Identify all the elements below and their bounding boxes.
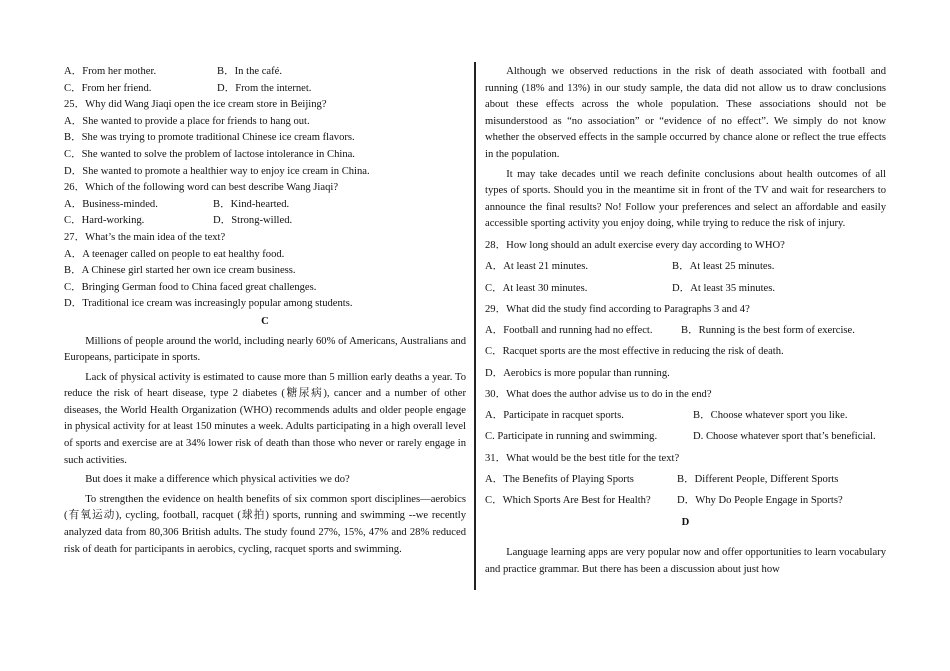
q26-options-row-1: [64, 197, 466, 214]
q31-option-d[interactable]: D．Why Do People Engage in Sports?: [677, 495, 843, 507]
q24-option-d[interactable]: D．From the internet.: [217, 82, 312, 94]
q31-option-a[interactable]: A．The Benefits of Playing Sports: [485, 474, 634, 486]
q31-question: 31．What would be the best title for the text?: [485, 452, 680, 464]
q28-option-a[interactable]: A．At least 21 minutes.: [485, 261, 588, 273]
passage-c-paragraph-3: But does it make a difference which physical activities we do?: [85, 474, 350, 486]
q25-question: 25．Why did Wang Jiaqi open the ice cream store in Beijing?: [64, 99, 327, 111]
q30-options-row-2: [485, 429, 886, 446]
q27-option-a[interactable]: A．A teenager called on people to eat healthy food.: [64, 248, 285, 260]
q27-option-d[interactable]: D．Traditional ice cream was increasingly popular among students.: [64, 298, 353, 310]
passage-c-paragraph-4: To strengthen the evidence on health benefits of six common sport disciplines—aerobics (有氧运动), cycling, football, racquet (球拍) sports, running and swimming --we recently analyzed data from 80,306 British adults. The study found 27%, 15%, 47% and 28% reduced risk of death for participants in aerobics, cycling, racquet sports and swimming.: [64, 493, 466, 555]
q29-option-a[interactable]: A．Football and running had no effect.: [485, 325, 653, 337]
q27-question: 27．What’s the main idea of the text?: [64, 231, 226, 243]
q27-option-b[interactable]: B．A Chinese girl started her own ice cream business.: [64, 265, 296, 277]
q24-options-row-1: [64, 64, 466, 81]
q31-options-row-2: [485, 493, 886, 510]
q24-option-b[interactable]: B．In the café.: [217, 66, 283, 77]
q26-question: 26．Which of the following word can best describe Wang Jiaqi?: [64, 182, 339, 194]
left-column: [64, 64, 466, 561]
q31-option-c[interactable]: C．Which Sports Are Best for Health?: [485, 495, 651, 507]
passage-c-paragraph-6: It may take decades until we reach definite conclusions about health outcomes of all types of sports. Should you in the meantime sit in front of the TV and wait for researchers to announce the final results? No! Follow your preferences and select an affordable and easily accessible sporting activity you enjoy doing, while trying to reduce the risk of injury.: [485, 168, 886, 230]
q30-options-row-1: [485, 408, 886, 425]
q25-option-a[interactable]: A．She wanted to provide a place for friends to hang out.: [64, 115, 310, 127]
q28-option-b[interactable]: B．At least 25 minutes.: [672, 261, 775, 273]
q27-option-c[interactable]: C．Bringing German food to China faced great challenges.: [64, 281, 317, 293]
q26-option-b[interactable]: B．Kind-hearted.: [213, 198, 290, 210]
passage-c-paragraph-2: Lack of physical activity is estimated to cause more than 5 million early deaths a year. To reduce the risk of heart disease, type 2 diabetes (糖尿病), cancer and a number of other diseases, the World Health Organization (WHO) recommends adults and older people engage in physical activity for at least 150 minutes a week. Adults participating in a high overall level of sports and exercise are at 34% lower risk of death than those who never or rarely engage in such activities.: [64, 371, 466, 466]
passage-c-paragraph-1: Millions of people around the world, including nearly 60% of Americans, Australians and Europeans, participate in sports.: [64, 335, 466, 364]
q24-option-a[interactable]: A．From her mother.: [64, 66, 157, 77]
q31-options-row-1: [485, 472, 886, 489]
q30-option-a[interactable]: A．Participate in racquet sports.: [485, 410, 624, 422]
q29-option-d[interactable]: D．Aerobics is more popular than running.: [485, 367, 670, 379]
q25-option-d[interactable]: D．She wanted to promote a healthier way to enjoy ice cream in China.: [64, 165, 370, 177]
q25-option-b[interactable]: B．She was trying to promote traditional Chinese ice cream flavors.: [64, 132, 355, 144]
q29-options-row-1: [485, 323, 886, 340]
right-column: [485, 64, 886, 581]
q29-question: 29．What did the study find according to Paragraphs 3 and 4?: [485, 303, 750, 315]
q26-option-c[interactable]: C．Hard-working.: [64, 215, 145, 227]
q28-option-d[interactable]: D．At least 35 minutes.: [672, 282, 775, 294]
q31-option-b[interactable]: B．Different People, Different Sports: [677, 474, 839, 486]
q28-question: 28．How long should an adult exercise every day according to WHO?: [485, 239, 785, 251]
passage-d-paragraph-1: Language learning apps are very popular now and offer opportunities to learn vocabulary and practice grammar. But there has been a discussion about just how: [485, 547, 886, 575]
q29-option-c[interactable]: C．Racquet sports are the most effective in reducing the risk of death.: [485, 346, 784, 358]
q24-options-row-2: [64, 81, 466, 98]
section-c-heading: C: [261, 315, 269, 327]
q29-option-b[interactable]: B．Running is the best form of exercise.: [681, 325, 855, 337]
q24-option-c[interactable]: C．From her friend.: [64, 82, 152, 94]
q26-option-d[interactable]: D．Strong-willed.: [213, 215, 293, 227]
q28-options-row-1: [485, 259, 886, 276]
q28-options-row-2: [485, 281, 886, 298]
q30-option-d[interactable]: D. Choose whatever sport that’s beneficial.: [693, 431, 876, 443]
section-d-heading: D: [681, 516, 690, 528]
q26-options-row-2: [64, 213, 466, 230]
q26-option-a[interactable]: A．Business-minded.: [64, 198, 158, 210]
passage-c-paragraph-5: Although we observed reductions in the risk of death associated with football and running (18% and 13%) in our study sample, the data did not allow us to draw conclusions about these effects across the whole population. These associations should not be misunderstood as “no association” or “evidence of no effect”. We simply do not know whether the observed effects in the sample occurred by chance alone or reflect the true effects in the population.: [485, 66, 886, 160]
q28-option-c[interactable]: C．At least 30 minutes.: [485, 282, 588, 294]
q30-option-c[interactable]: C. Participate in running and swimming.: [485, 431, 658, 443]
q30-question: 30．What does the author advise us to do in the end?: [485, 388, 712, 400]
q25-option-c[interactable]: C．She wanted to solve the problem of lactose intolerance in China.: [64, 148, 355, 160]
q30-option-b[interactable]: B．Choose whatever sport you like.: [693, 410, 848, 422]
column-divider: [474, 62, 476, 590]
